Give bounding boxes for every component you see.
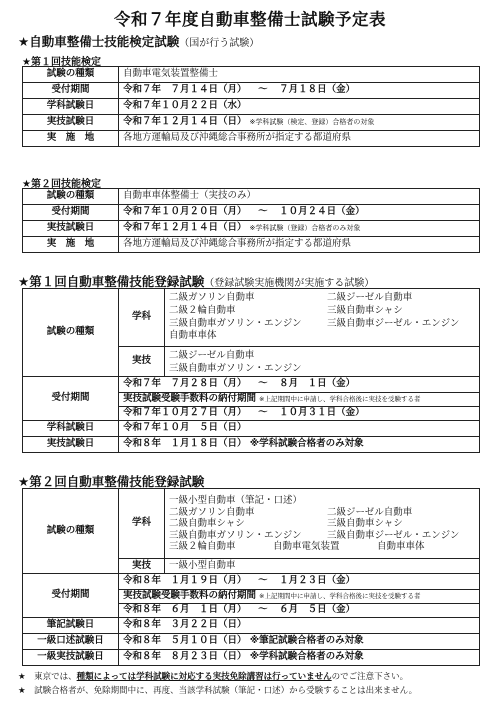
section3-heading: ★第２回自動車整備技能登録試験	[18, 474, 205, 489]
written-subject-label: 学科	[119, 289, 165, 347]
application-start: 令和７年１０月２７日（月）	[123, 407, 247, 419]
written-date: 令和７年１０月 ５日（日）	[119, 421, 480, 437]
subject-item: 二級ジーゼル自動車	[327, 506, 413, 518]
type-value: 自動車電気装置整備士	[119, 67, 480, 83]
oral-date-label: 一級口述試験日	[23, 634, 119, 650]
section3-table	[22, 488, 480, 666]
oral-note: ※筆記試験合格者のみ対象	[249, 635, 364, 647]
note-suffix: のでご注意下さい。	[331, 672, 409, 682]
table-row	[23, 650, 480, 666]
written-date: 令和８年 ３月２２日（日）	[119, 618, 480, 634]
practical-subject: 一級小型自動車	[165, 559, 480, 574]
table-row	[23, 83, 480, 99]
application-start: 令和８年 １月１９日（月）	[123, 575, 247, 587]
range-separator: ～	[258, 407, 268, 419]
fee-period-row	[119, 393, 480, 407]
application-end: ６月 ５日（金）	[279, 604, 356, 616]
page-title: 令和７年度自動車整備士試験予定表	[114, 10, 386, 29]
table-row	[23, 237, 480, 253]
place-value: 各地方運輸局及び沖縄総合事務所が指定する都道府県	[119, 131, 480, 147]
subject-item: 自動車車体	[377, 541, 425, 552]
section1-heading	[18, 32, 259, 50]
practical-value	[119, 115, 480, 131]
section1-subtitle: （国が行う試験）	[179, 38, 260, 49]
practical-date: 令和８年 １月１８日（日）	[123, 438, 247, 450]
written-value: 令和７年１０月２２日（水）	[119, 99, 480, 115]
footer-notes	[18, 670, 488, 698]
table-row	[23, 99, 480, 115]
practical-note: ※学科試験合格者のみ対象	[249, 651, 364, 663]
practical-date-value	[119, 437, 480, 453]
table-row	[23, 437, 480, 453]
subject-item: 一級小型自動車（筆記・口述）	[169, 494, 303, 506]
type-label: 試験の種類	[23, 289, 119, 377]
section2-title: ★第１回自動車整備技能登録試験	[18, 274, 205, 289]
practical-note: ※学科試験（検定、登録）合格者の対象	[249, 118, 375, 127]
table-row	[23, 131, 480, 147]
written-label: 学科試験日	[23, 99, 119, 115]
practical-note: ※学科試験（登録）合格者のみ対象	[249, 224, 361, 233]
fee-period-label: 実技試験受験手数料の納付期間	[123, 393, 257, 405]
practical-date-label: 実技試験日	[23, 437, 119, 453]
round2-table	[22, 188, 480, 253]
table-row	[23, 289, 480, 347]
fee-period-note: ※上記期間中に申請し、学科合格後に実技を受験する者	[259, 395, 421, 404]
type-label: 試験の種類	[23, 67, 119, 83]
practical-date: 令和８年 ８月２３日（日）	[123, 651, 247, 663]
note-emphasis: 種類によっては学科試験に対応する実技免除講習は行っていません	[76, 672, 332, 682]
application-period-1	[119, 377, 480, 393]
section1-title: ★自動車整備士技能検定試験	[18, 34, 180, 49]
fee-period-note: ※上記期間中に申請し、学科合格後に実技を受験する者	[259, 592, 421, 601]
application-label: 受付期間	[23, 377, 119, 421]
subject-item: 三級自動車ガソリン・エンジン	[169, 362, 302, 374]
table-row	[23, 574, 480, 590]
range-separator: ～	[258, 575, 268, 587]
practical-subjects	[165, 347, 480, 377]
type-label: 試験の種類	[23, 189, 119, 205]
subject-item: 自動車電気装置	[273, 541, 340, 552]
type-value: 自動車車体整備士（実技のみ）	[119, 189, 480, 205]
subject-item: 二級ジーゼル自動車	[327, 292, 413, 304]
application-end: １月２３日（金）	[279, 575, 356, 587]
table-row	[23, 634, 480, 650]
footer-note-2: ★ 試験合格者が、免除期間中に、再度、当該学科試験（筆記・口述）から受験することは出来ません。	[18, 686, 418, 696]
fee-period-row	[119, 590, 480, 604]
application-period-2	[119, 407, 480, 421]
subject-item: 二級ガソリン自動車	[169, 506, 255, 518]
subject-item: 三級自動車ガソリン・エンジン	[169, 317, 302, 329]
subject-item: 三級自動車シャシ	[327, 518, 403, 529]
application-label: 受付期間	[23, 574, 119, 618]
table-row	[23, 618, 480, 634]
round2-heading: ★第２回技能検定	[22, 179, 101, 190]
type-label: 試験の種類	[23, 489, 119, 574]
practical-date: 令和７年１２月１４日（日）	[123, 116, 247, 128]
subject-item: 三級自動車ジーゼル・エンジン	[327, 529, 460, 541]
note-prefix: ★ 東京では、	[18, 672, 77, 682]
application-label: 受付期間	[23, 205, 119, 221]
written-subjects	[165, 289, 480, 347]
section2-subtitle: （登録試験実施機関が実施する試験）	[204, 278, 375, 289]
application-end: １０月３１日（金）	[279, 407, 365, 419]
place-label: 実 施 地	[23, 237, 119, 253]
fee-period-label: 実技試験受験手数料の納付期間	[123, 590, 257, 602]
subject-item: 三級２輪自動車	[169, 541, 236, 552]
practical-date-label: 一級実技試験日	[23, 650, 119, 666]
practical-subject-label: 実技	[119, 559, 165, 574]
subject-item: 三級自動車シャシ	[327, 304, 403, 316]
table-row	[23, 489, 480, 559]
footer-note-1	[18, 670, 488, 684]
application-end: １０月２４日（金）	[279, 206, 365, 218]
application-period-2	[119, 604, 480, 618]
written-date-label: 筆記試験日	[23, 618, 119, 634]
table-row	[23, 189, 480, 205]
range-separator: ～	[258, 378, 268, 390]
oral-date-value	[119, 634, 480, 650]
oral-date: 令和８年 ５月１０日（日）	[123, 635, 247, 647]
range-separator: ～	[258, 84, 268, 96]
section2-table	[22, 288, 480, 453]
range-separator: ～	[258, 604, 268, 616]
round1-heading: ★第１回技能検定	[22, 57, 101, 68]
application-start: 令和７年 ７月１４日（月）	[123, 84, 247, 96]
subject-item: 三級自動車ガソリン・エンジン	[169, 529, 302, 541]
subject-item: 二級ガソリン自動車	[169, 292, 255, 304]
practical-date-value	[119, 650, 480, 666]
application-start: 令和８年 ６月 １日（月）	[123, 604, 247, 616]
application-value	[119, 83, 480, 99]
practical-note: ※学科試験合格者のみ対象	[249, 438, 364, 450]
practical-value	[119, 221, 480, 237]
practical-label: 実技試験日	[23, 115, 119, 131]
application-label: 受付期間	[23, 83, 119, 99]
table-row	[23, 221, 480, 237]
practical-subject-label: 実技	[119, 347, 165, 377]
written-date-label: 学科試験日	[23, 421, 119, 437]
application-start: 令和７年１０月２０日（月）	[123, 206, 247, 218]
subject-item: 自動車車体	[169, 330, 217, 342]
place-value: 各地方運輸局及び沖縄総合事務所が指定する都道府県	[119, 237, 480, 253]
subject-item: 二級自動車シャシ	[169, 518, 245, 529]
written-subjects	[165, 489, 480, 559]
round1-table	[22, 66, 480, 147]
written-subject-label: 学科	[119, 489, 165, 559]
table-row	[23, 115, 480, 131]
practical-date: 令和７年１２月１４日（日）	[123, 222, 247, 234]
application-end: ８月 １日（金）	[279, 378, 356, 390]
subject-item: 二級２輪自動車	[169, 304, 236, 316]
application-start: 令和７年 ７月２８日（月）	[123, 378, 247, 390]
subject-item: 三級自動車ジーゼル・エンジン	[327, 317, 460, 329]
subject-last-row	[169, 541, 475, 553]
table-row	[23, 421, 480, 437]
range-separator: ～	[258, 206, 268, 218]
table-row	[23, 205, 480, 221]
table-row	[23, 377, 480, 393]
application-period-1	[119, 574, 480, 590]
subject-item: 二級ジーゼル自動車	[169, 349, 255, 361]
application-value	[119, 205, 480, 221]
table-row	[23, 67, 480, 83]
practical-label: 実技試験日	[23, 221, 119, 237]
application-end: ７月１８日（金）	[279, 84, 356, 96]
place-label: 実 施 地	[23, 131, 119, 147]
